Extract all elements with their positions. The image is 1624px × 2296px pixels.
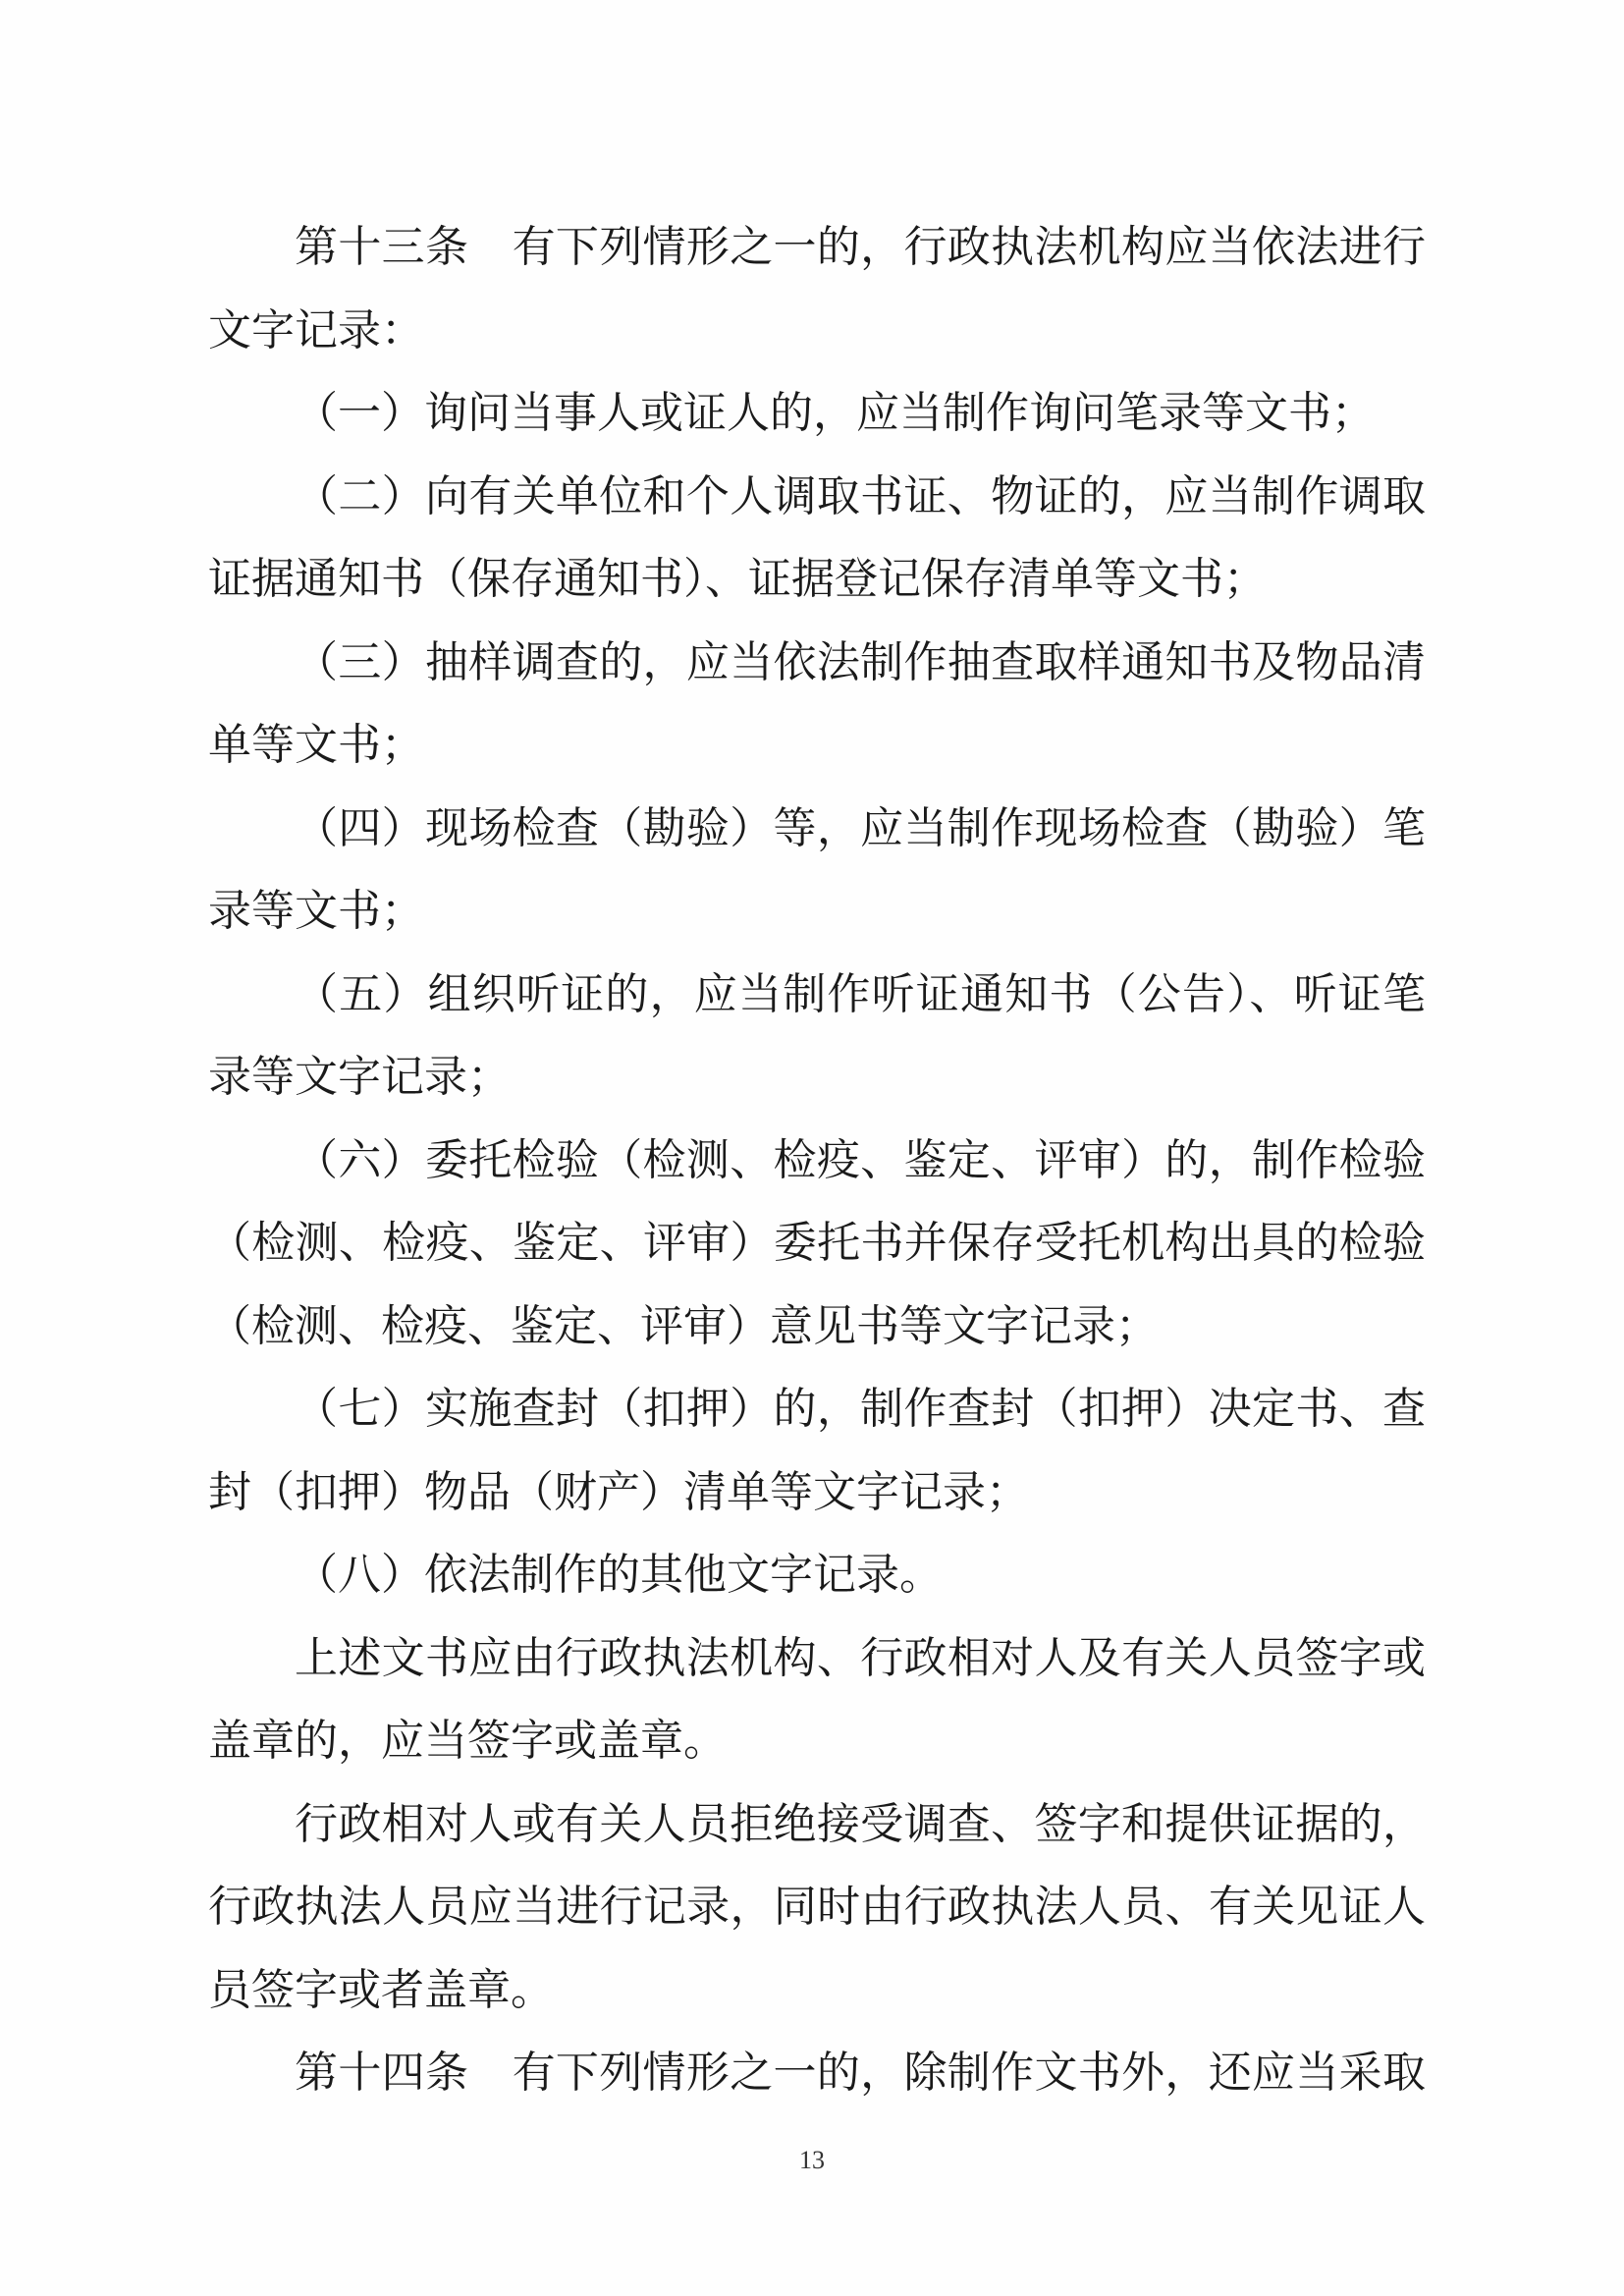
text-line: （六）委托检验（检测、检疫、鉴定、评审）的，制作检验 — [295, 1134, 1426, 1185]
text-line: 文字记录： — [208, 304, 424, 355]
text-line: 第十三条 有下列情形之一的，行政执法机构应当依法进行 — [295, 222, 1426, 272]
text-line: 第十四条 有下列情形之一的，除制作文书外，还应当采取 — [295, 2048, 1426, 2098]
body-text — [208, 206, 1426, 2115]
text-line: （五）组织听证的，应当制作听证通知书（公告）、听证笔 — [295, 968, 1426, 1019]
page-number: 13 — [799, 2146, 825, 2174]
text-line: （检测、检疫、鉴定、评审）委托书并保存受托机构出具的检验 — [208, 1218, 1426, 1268]
text-line: （四）现场检查（勘验）等，应当制作现场检查（勘验）笔 — [295, 802, 1426, 853]
text-line: （七）实施查封（扣押）的，制作查封（扣押）决定书、查 — [295, 1384, 1426, 1434]
text-line: 封（扣押）物品（财产）清单等文字记录； — [208, 1466, 1029, 1517]
text-line: 行政执法人员应当进行记录，同时由行政执法人员、有关见证人 — [208, 1882, 1426, 1932]
text-line: 上述文书应由行政执法机构、行政相对人及有关人员签字或 — [295, 1632, 1426, 1683]
text-line: （三）抽样调查的，应当依法制作抽查取样通知书及物品清 — [295, 636, 1426, 687]
text-line: 证据通知书（保存通知书）、证据登记保存清单等文书； — [208, 554, 1267, 604]
text-line: 盖章的，应当签字或盖章。 — [208, 1716, 727, 1766]
text-line: 行政相对人或有关人员拒绝接受调查、签字和提供证据的， — [295, 1798, 1426, 1849]
text-line: （八）依法制作的其他文字记录。 — [295, 1550, 943, 1600]
text-line: 单等文书； — [208, 720, 424, 770]
text-line: （二）向有关单位和个人调取书证、物证的，应当制作调取 — [295, 470, 1426, 521]
text-line: （一）询问当事人或证人的，应当制作询问笔录等文书； — [295, 388, 1375, 438]
text-line: 录等文书； — [208, 886, 424, 936]
text-line: 员签字或者盖章。 — [208, 1964, 554, 2015]
text-line: （检测、检疫、鉴定、评审）意见书等文字记录； — [208, 1300, 1159, 1351]
text-line: 录等文字记录； — [208, 1052, 511, 1102]
